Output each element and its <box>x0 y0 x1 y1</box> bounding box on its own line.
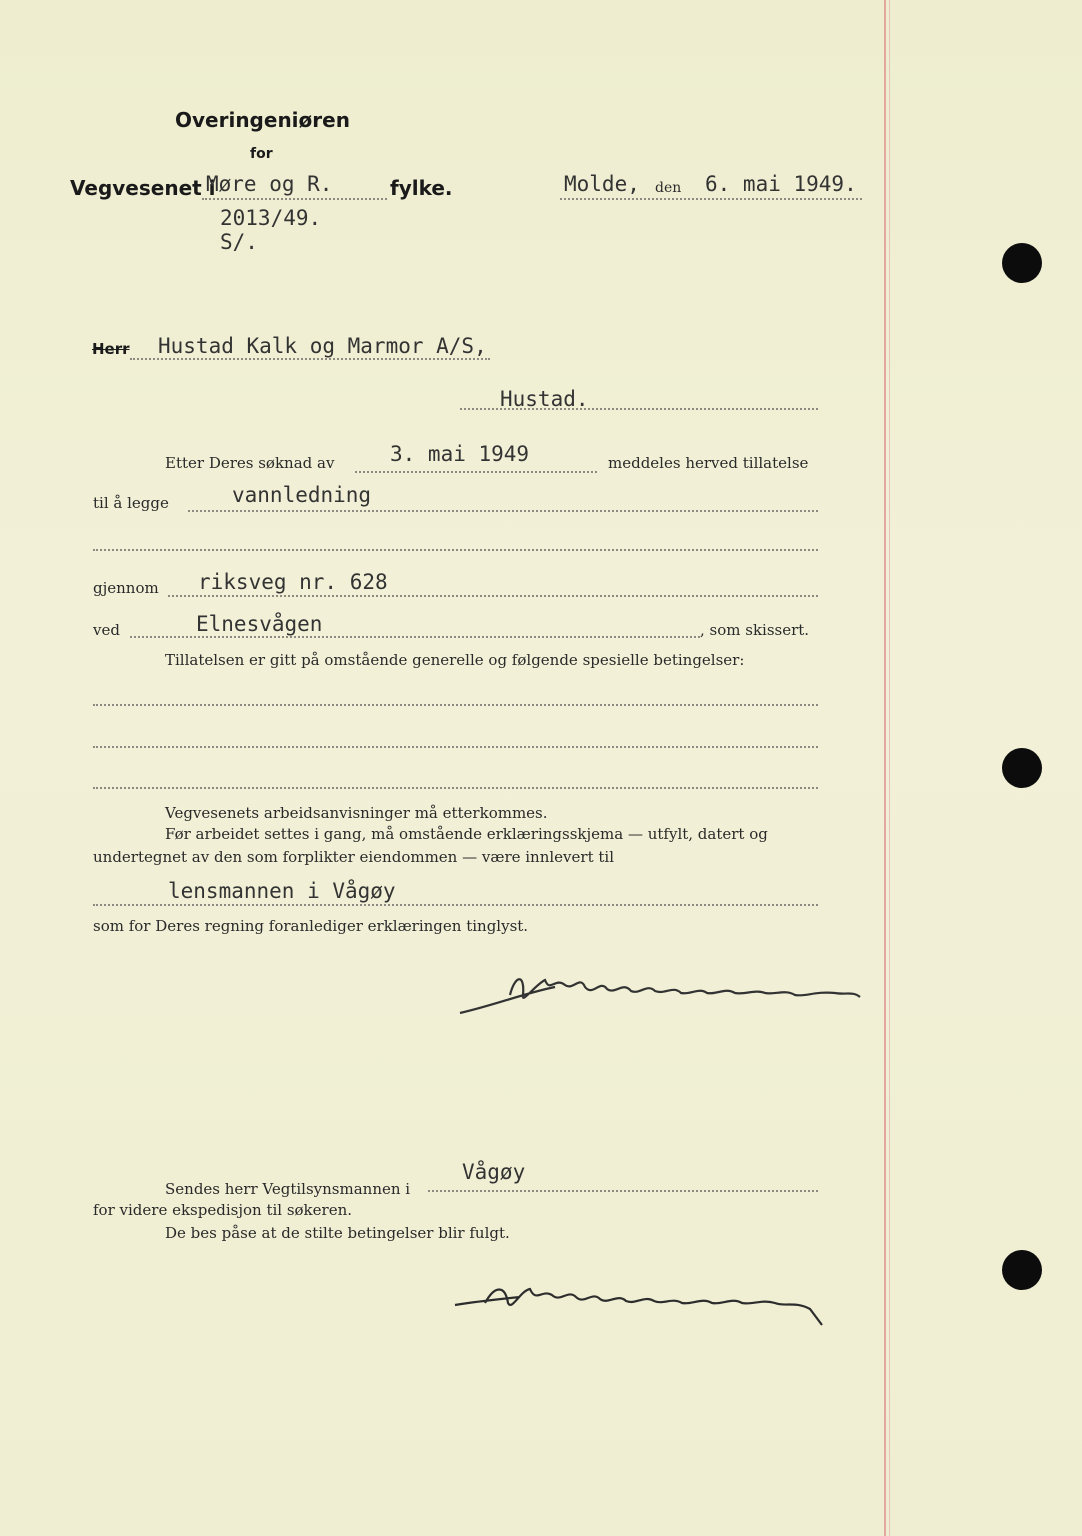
office-suffix: fylke. <box>390 176 453 200</box>
at-value: Elnesvågen <box>196 612 323 636</box>
at-suffix: , som skissert. <box>700 621 810 639</box>
instructions-line-3: undertegnet av den som forplikter eiendommen — være innlevert til <box>93 848 614 866</box>
blank-line-2 <box>93 704 818 706</box>
den-label: den <box>655 180 682 196</box>
footer-line-2: for videre ekspedisjon til søkeren. <box>93 1201 352 1219</box>
lay-line <box>188 510 818 512</box>
send-place-line <box>428 1190 818 1192</box>
place-name: Molde, <box>564 172 640 196</box>
salutation: Herr <box>92 340 130 358</box>
blank-line-3 <box>93 746 818 748</box>
lay-item: vannledning <box>232 483 372 507</box>
punch-hole-middle <box>1002 748 1042 788</box>
instructions-line-4: som for Deres regning foranlediger erklæringen tinglyst. <box>93 917 529 935</box>
punch-hole-bottom <box>1002 1250 1042 1290</box>
authority-title: Overingeniøren <box>175 108 350 132</box>
addressee-name: Hustad Kalk og Marmor A/S, <box>158 334 487 358</box>
county-line <box>202 198 387 200</box>
application-date-line <box>355 471 597 473</box>
application-date: 3. mai 1949 <box>390 442 530 466</box>
at-prefix: ved <box>93 621 120 639</box>
application-prefix: Etter Deres søknad av <box>165 454 335 472</box>
send-prefix: Sendes herr Vegtilsynsmannen i <box>165 1180 411 1198</box>
recipient-line <box>93 904 818 906</box>
at-line <box>130 636 700 638</box>
send-place: Vågøy <box>462 1160 526 1184</box>
signature-1 <box>455 965 865 1025</box>
through-value: riksveg nr. 628 <box>198 570 388 594</box>
application-suffix: meddeles herved tillatelse <box>608 454 809 472</box>
addressee-location: Hustad. <box>500 387 589 411</box>
footer-line-3: De bes påse at de stilte betingelser blir fulgt. <box>165 1224 510 1242</box>
through-line <box>168 595 818 597</box>
conditions-text: Tillatelsen er gitt på omstående generelle og følgende spesielle betingelser: <box>165 651 745 669</box>
county-name: Møre og R. <box>206 172 333 196</box>
date-line <box>560 198 862 200</box>
instructions-line-2: Før arbeidet settes i gang, må omstående erklæringsskjema — utfylt, datert og <box>165 825 768 843</box>
reference-initials: S/. <box>220 230 258 254</box>
margin-rule <box>884 0 886 1536</box>
reference-number: 2013/49. <box>220 206 322 230</box>
office-prefix: Vegvesenet i <box>70 176 216 200</box>
instructions-line-1: Vegvesenets arbeidsanvisninger må etterkommes. <box>165 804 548 822</box>
lay-prefix: til å legge <box>93 494 169 512</box>
through-prefix: gjennom <box>93 579 159 597</box>
authority-for: for <box>250 146 273 162</box>
signature-2 <box>450 1275 840 1335</box>
blank-line-1 <box>93 549 818 551</box>
recipient: lensmannen i Vågøy <box>168 879 396 903</box>
margin-rule-secondary <box>889 0 890 1536</box>
letter-date: 6. mai 1949. <box>705 172 857 196</box>
addressee-line <box>130 358 490 360</box>
blank-line-4 <box>93 787 818 789</box>
punch-hole-top <box>1002 243 1042 283</box>
